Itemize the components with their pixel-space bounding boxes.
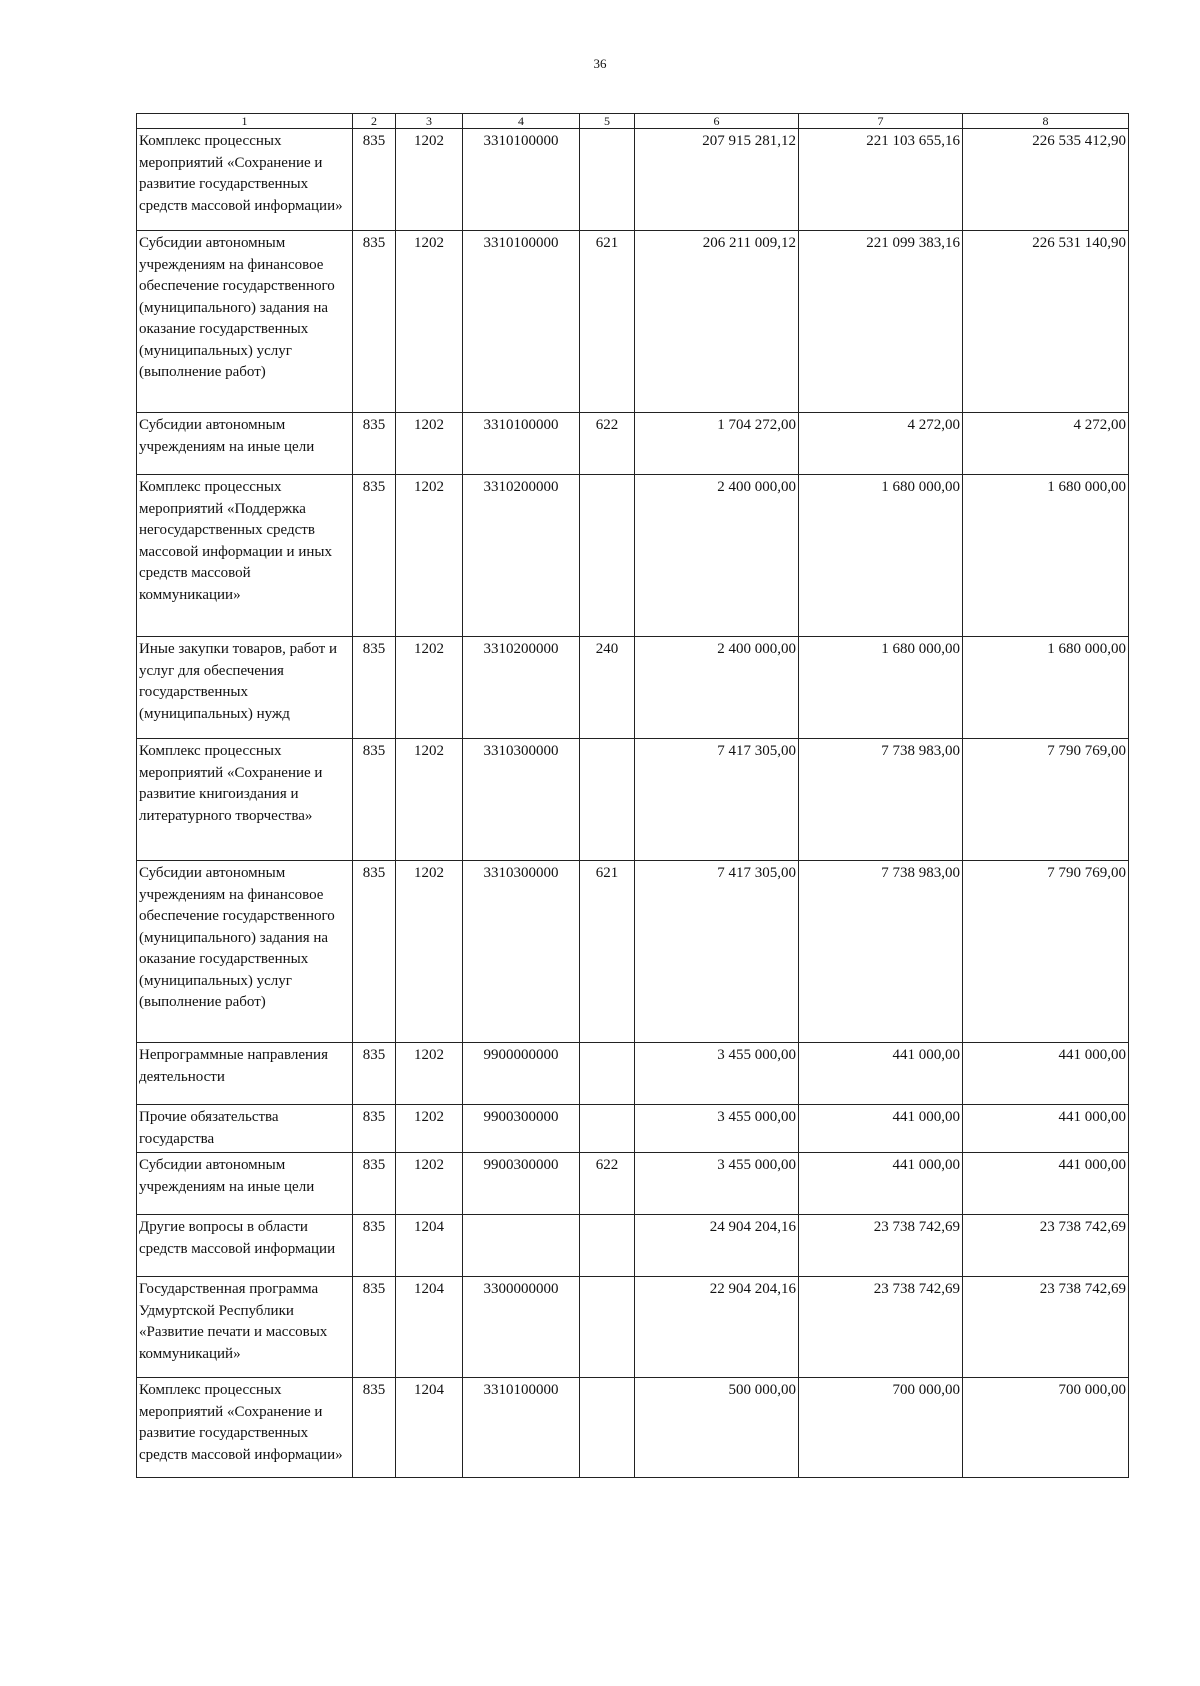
column-number-6: 6 bbox=[635, 114, 799, 129]
target-article-cell: 3310100000 bbox=[463, 129, 580, 231]
budget-table bbox=[136, 113, 1129, 1478]
table-row bbox=[137, 413, 1129, 475]
amount-cell: 441 000,00 bbox=[963, 1043, 1129, 1105]
expense-type-cell: 621 bbox=[580, 861, 635, 1043]
section-cell: 1202 bbox=[396, 413, 463, 475]
amount-cell: 500 000,00 bbox=[635, 1378, 799, 1478]
amount-cell: 700 000,00 bbox=[799, 1378, 963, 1478]
code-cell: 835 bbox=[353, 1153, 396, 1215]
row-name: Комплекс процессных мероприятий «Сохранение и развитие книгоиздания и литературного творчества» bbox=[137, 739, 353, 861]
table-row bbox=[137, 1105, 1129, 1153]
expense-type-cell bbox=[580, 1277, 635, 1378]
expense-type-cell: 622 bbox=[580, 413, 635, 475]
section-cell: 1202 bbox=[396, 231, 463, 413]
table-row bbox=[137, 129, 1129, 231]
amount-cell: 441 000,00 bbox=[799, 1105, 963, 1153]
amount-cell: 206 211 009,12 bbox=[635, 231, 799, 413]
section-cell: 1202 bbox=[396, 1105, 463, 1153]
target-article-cell: 3310300000 bbox=[463, 739, 580, 861]
column-number-8: 8 bbox=[963, 114, 1129, 129]
target-article-cell: 3310100000 bbox=[463, 231, 580, 413]
amount-cell: 1 680 000,00 bbox=[799, 637, 963, 739]
amount-cell: 23 738 742,69 bbox=[799, 1215, 963, 1277]
amount-cell: 221 103 655,16 bbox=[799, 129, 963, 231]
table-row bbox=[137, 1215, 1129, 1277]
table-row bbox=[137, 1378, 1129, 1478]
expense-type-cell bbox=[580, 739, 635, 861]
amount-cell: 7 790 769,00 bbox=[963, 739, 1129, 861]
amount-cell: 23 738 742,69 bbox=[963, 1277, 1129, 1378]
expense-type-cell: 621 bbox=[580, 231, 635, 413]
code-cell: 835 bbox=[353, 475, 396, 637]
code-cell: 835 bbox=[353, 1378, 396, 1478]
amount-cell: 1 680 000,00 bbox=[963, 475, 1129, 637]
expense-type-cell bbox=[580, 129, 635, 231]
amount-cell: 3 455 000,00 bbox=[635, 1105, 799, 1153]
amount-cell: 1 680 000,00 bbox=[799, 475, 963, 637]
column-number-5: 5 bbox=[580, 114, 635, 129]
column-number-7: 7 bbox=[799, 114, 963, 129]
page-number: 36 bbox=[593, 56, 607, 71]
table-row bbox=[137, 739, 1129, 861]
section-cell: 1204 bbox=[396, 1277, 463, 1378]
expense-type-cell bbox=[580, 1043, 635, 1105]
target-article-cell: 3310200000 bbox=[463, 475, 580, 637]
row-name: Непрограммные направления деятельности bbox=[137, 1043, 353, 1105]
amount-cell: 24 904 204,16 bbox=[635, 1215, 799, 1277]
column-number-1: 1 bbox=[137, 114, 353, 129]
section-cell: 1204 bbox=[396, 1215, 463, 1277]
row-name: Комплекс процессных мероприятий «Поддержка негосударственных средств массовой информации и иных средств массовой коммуникации» bbox=[137, 475, 353, 637]
amount-cell: 207 915 281,12 bbox=[635, 129, 799, 231]
table-row bbox=[137, 1043, 1129, 1105]
section-cell: 1202 bbox=[396, 1043, 463, 1105]
expense-type-cell bbox=[580, 1378, 635, 1478]
target-article-cell: 3310300000 bbox=[463, 861, 580, 1043]
amount-cell: 23 738 742,69 bbox=[799, 1277, 963, 1378]
amount-cell: 7 738 983,00 bbox=[799, 739, 963, 861]
row-name: Комплекс процессных мероприятий «Сохранение и развитие государственных средств массовой информации» bbox=[137, 129, 353, 231]
target-article-cell: 3310100000 bbox=[463, 1378, 580, 1478]
table-row bbox=[137, 231, 1129, 413]
code-cell: 835 bbox=[353, 231, 396, 413]
section-cell: 1202 bbox=[396, 637, 463, 739]
column-number-2: 2 bbox=[353, 114, 396, 129]
target-article-cell: 3310100000 bbox=[463, 413, 580, 475]
row-name: Субсидии автономным учреждениям на иные цели bbox=[137, 1153, 353, 1215]
column-number-4: 4 bbox=[463, 114, 580, 129]
amount-cell: 23 738 742,69 bbox=[963, 1215, 1129, 1277]
code-cell: 835 bbox=[353, 1215, 396, 1277]
target-article-cell: 9900000000 bbox=[463, 1043, 580, 1105]
amount-cell: 7 417 305,00 bbox=[635, 739, 799, 861]
table-row bbox=[137, 475, 1129, 637]
expense-type-cell bbox=[580, 1105, 635, 1153]
section-cell: 1202 bbox=[396, 739, 463, 861]
table-body bbox=[137, 129, 1129, 1478]
code-cell: 835 bbox=[353, 739, 396, 861]
section-cell: 1202 bbox=[396, 1153, 463, 1215]
amount-cell: 700 000,00 bbox=[963, 1378, 1129, 1478]
amount-cell: 441 000,00 bbox=[799, 1153, 963, 1215]
section-cell: 1204 bbox=[396, 1378, 463, 1478]
amount-cell: 441 000,00 bbox=[963, 1153, 1129, 1215]
amount-cell: 226 531 140,90 bbox=[963, 231, 1129, 413]
row-name: Субсидии автономным учреждениям на иные цели bbox=[137, 413, 353, 475]
table-row bbox=[137, 1277, 1129, 1378]
target-article-cell: 3310200000 bbox=[463, 637, 580, 739]
target-article-cell: 9900300000 bbox=[463, 1105, 580, 1153]
column-number-row bbox=[137, 114, 1129, 129]
row-name: Иные закупки товаров, работ и услуг для обеспечения государственных (муниципальных) нужд bbox=[137, 637, 353, 739]
amount-cell: 2 400 000,00 bbox=[635, 475, 799, 637]
code-cell: 835 bbox=[353, 637, 396, 739]
code-cell: 835 bbox=[353, 413, 396, 475]
expense-type-cell: 240 bbox=[580, 637, 635, 739]
amount-cell: 1 704 272,00 bbox=[635, 413, 799, 475]
row-name: Другие вопросы в области средств массовой информации bbox=[137, 1215, 353, 1277]
section-cell: 1202 bbox=[396, 475, 463, 637]
amount-cell: 4 272,00 bbox=[799, 413, 963, 475]
amount-cell: 1 680 000,00 bbox=[963, 637, 1129, 739]
section-cell: 1202 bbox=[396, 129, 463, 231]
amount-cell: 441 000,00 bbox=[799, 1043, 963, 1105]
amount-cell: 3 455 000,00 bbox=[635, 1043, 799, 1105]
amount-cell: 7 738 983,00 bbox=[799, 861, 963, 1043]
code-cell: 835 bbox=[353, 861, 396, 1043]
row-name: Субсидии автономным учреждениям на финансовое обеспечение государственного (муниципального) задания на оказание государственных (муниципальных) услуг (выполнение работ) bbox=[137, 231, 353, 413]
code-cell: 835 bbox=[353, 1105, 396, 1153]
expense-type-cell bbox=[580, 1215, 635, 1277]
target-article-cell: 9900300000 bbox=[463, 1153, 580, 1215]
row-name: Субсидии автономным учреждениям на финансовое обеспечение государственного (муниципального) задания на оказание государственных (муниципальных) услуг (выполнение работ) bbox=[137, 861, 353, 1043]
code-cell: 835 bbox=[353, 1277, 396, 1378]
amount-cell: 22 904 204,16 bbox=[635, 1277, 799, 1378]
table-row bbox=[137, 637, 1129, 739]
row-name: Государственная программа Удмуртской Республики «Развитие печати и массовых коммуникаций» bbox=[137, 1277, 353, 1378]
amount-cell: 226 535 412,90 bbox=[963, 129, 1129, 231]
amount-cell: 2 400 000,00 bbox=[635, 637, 799, 739]
expense-type-cell: 622 bbox=[580, 1153, 635, 1215]
amount-cell: 441 000,00 bbox=[963, 1105, 1129, 1153]
table-row bbox=[137, 861, 1129, 1043]
row-name: Комплекс процессных мероприятий «Сохранение и развитие государственных средств массовой информации» bbox=[137, 1378, 353, 1478]
target-article-cell: 3300000000 bbox=[463, 1277, 580, 1378]
amount-cell: 7 417 305,00 bbox=[635, 861, 799, 1043]
amount-cell: 3 455 000,00 bbox=[635, 1153, 799, 1215]
column-number-3: 3 bbox=[396, 114, 463, 129]
code-cell: 835 bbox=[353, 1043, 396, 1105]
table-row bbox=[137, 1153, 1129, 1215]
row-name: Прочие обязательства государства bbox=[137, 1105, 353, 1153]
amount-cell: 221 099 383,16 bbox=[799, 231, 963, 413]
section-cell: 1202 bbox=[396, 861, 463, 1043]
amount-cell: 7 790 769,00 bbox=[963, 861, 1129, 1043]
target-article-cell bbox=[463, 1215, 580, 1277]
code-cell: 835 bbox=[353, 129, 396, 231]
amount-cell: 4 272,00 bbox=[963, 413, 1129, 475]
expense-type-cell bbox=[580, 475, 635, 637]
